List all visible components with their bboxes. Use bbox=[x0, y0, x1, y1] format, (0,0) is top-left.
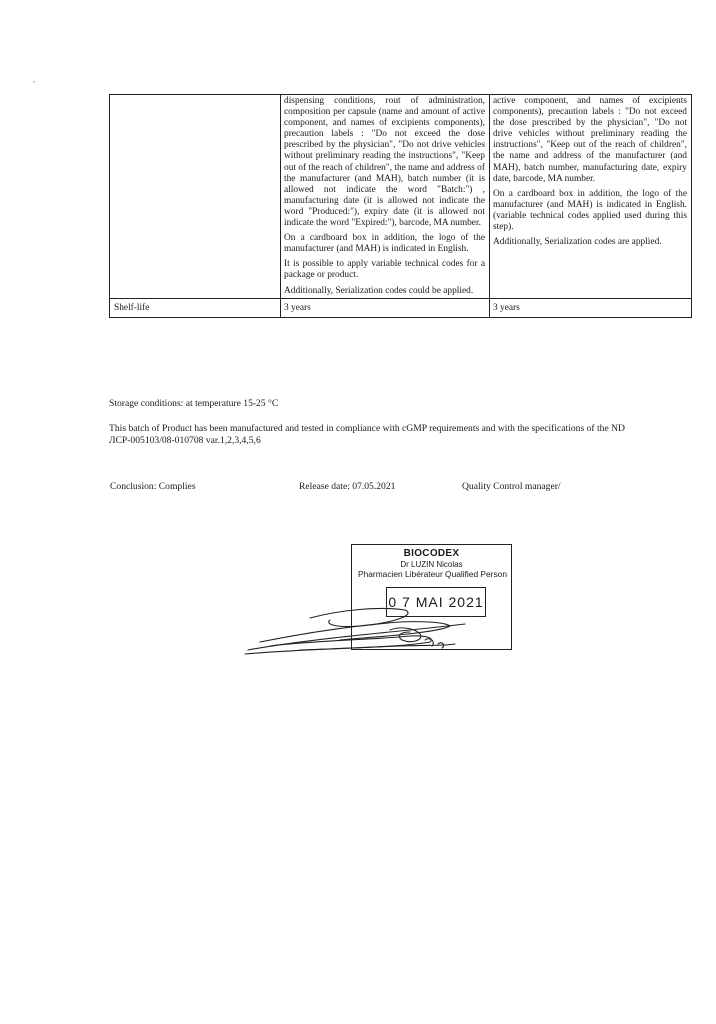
spec-paragraph: dispensing conditions, rout of administration, composition per capsule (name and amount of active component, and names of excipients components), precaution labels : "Do not exceed the dose prescribed by the physician", "Do not drive vehicles without preliminary reading the instructions", "Keep out of the reach of children", the name and address of the manufacturer (and MAH), batch number (it is allowed not indicate the word "Batch:") , manufacturing date (it is allowed not indicate the word "Produced:"), expiry date (it is allowed not indicate the word "Expired:"), barcode, MA number. bbox=[284, 96, 485, 229]
spec-paragraph: Additionally, Serialization codes could be applied. bbox=[284, 285, 474, 296]
spec-paragraph: On a cardboard box in addition, the logo of the manufacturer (and MAH) is indicated in English. bbox=[284, 233, 485, 255]
qc-manager-label: Quality Control manager/ bbox=[462, 481, 561, 492]
release-date: Release date: 07.05.2021 bbox=[299, 481, 396, 492]
specification-cell bbox=[281, 95, 490, 299]
table-row-shelf-life bbox=[110, 298, 692, 317]
result-paragraph: Additionally, Serialization codes are applied. bbox=[493, 237, 662, 248]
conclusion: Conclusion: Complies bbox=[110, 481, 196, 492]
shelf-life-label: Shelf-life bbox=[110, 298, 281, 317]
parameter-cell bbox=[110, 95, 281, 299]
stamp-person-name: Dr LUZIN Nicolas bbox=[400, 560, 463, 569]
result-paragraph: active component, and names of excipients components), precaution labels : "Do not exceed the dose prescribed by the physician", "Do not drive vehicles without preliminary reading the instructions", "Keep out of the reach of children", the name and address of the manufacturer (and MAH), batch number, manufacturing date, expiry date, barcode, MA number. bbox=[493, 96, 687, 184]
compliance-statement: This batch of Product has been manufactured and tested in compliance with cGMP requirements and with the specifications of the ND ЛСР-005103/08-010708 var.1,2,3,4,5,6 bbox=[109, 423, 625, 446]
shelf-life-spec: 3 years bbox=[281, 298, 490, 317]
storage-conditions: Storage conditions: at temperature 15-25 °C bbox=[109, 398, 279, 409]
stamp-date: 0 7 MAI 2021 bbox=[386, 587, 486, 617]
result-cell bbox=[490, 95, 692, 299]
result-paragraph: On a cardboard box in addition, the logo of the manufacturer (and MAH) is indicated in English. (variable technical codes applied used during this step). bbox=[493, 188, 687, 233]
handwritten-signature bbox=[240, 600, 490, 660]
spec-paragraph: It is possible to apply variable technical codes for a package or product. bbox=[284, 259, 485, 281]
specification-table bbox=[109, 94, 692, 318]
scan-mark: ` bbox=[33, 80, 36, 89]
stamp-role: Pharmacien Libérateur Qualified Person bbox=[358, 569, 507, 579]
shelf-life-result: 3 years bbox=[490, 298, 692, 317]
stamp-company: BIOCODEX bbox=[403, 548, 460, 559]
table-row-labeling bbox=[110, 95, 692, 299]
